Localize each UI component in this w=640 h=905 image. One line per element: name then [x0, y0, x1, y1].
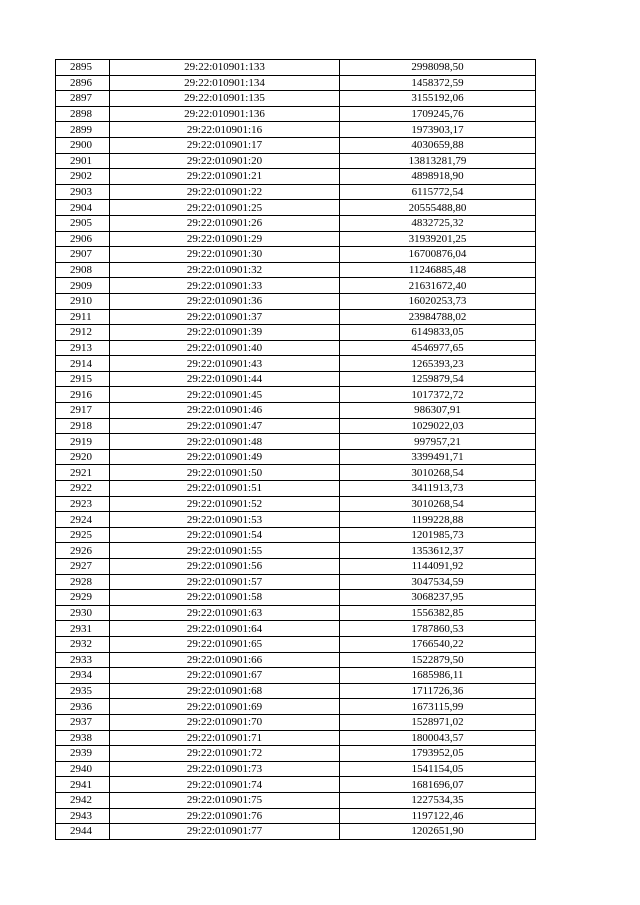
cadastral-number-cell: 29:22:010901:40 [110, 340, 340, 356]
row-number-cell: 2925 [56, 527, 110, 543]
row-number-cell: 2913 [56, 340, 110, 356]
cadastral-value-cell: 6149833,05 [340, 325, 536, 341]
row-number-cell: 2936 [56, 699, 110, 715]
cadastral-value-cell: 997957,21 [340, 434, 536, 450]
cadastral-number-cell: 29:22:010901:36 [110, 293, 340, 309]
row-number-cell: 2922 [56, 481, 110, 497]
row-number-cell: 2931 [56, 621, 110, 637]
table-row [56, 777, 536, 793]
row-number-cell: 2926 [56, 543, 110, 559]
table-row [56, 574, 536, 590]
cadastral-number-cell: 29:22:010901:26 [110, 215, 340, 231]
cadastral-number-cell: 29:22:010901:72 [110, 746, 340, 762]
table-row [56, 465, 536, 481]
cadastral-number-cell: 29:22:010901:48 [110, 434, 340, 450]
cadastral-value-cell: 1227534,35 [340, 792, 536, 808]
table-row [56, 527, 536, 543]
row-number-cell: 2905 [56, 215, 110, 231]
cadastral-value-cell: 4546977,65 [340, 340, 536, 356]
cadastral-number-cell: 29:22:010901:57 [110, 574, 340, 590]
row-number-cell: 2900 [56, 137, 110, 153]
row-number-cell: 2899 [56, 122, 110, 138]
cadastral-value-cell: 1556382,85 [340, 605, 536, 621]
table-row [56, 792, 536, 808]
table-row [56, 356, 536, 372]
table-row [56, 60, 536, 76]
cadastral-number-cell: 29:22:010901:133 [110, 60, 340, 76]
table-row [56, 262, 536, 278]
row-number-cell: 2933 [56, 652, 110, 668]
cadastral-number-cell: 29:22:010901:39 [110, 325, 340, 341]
table-row [56, 418, 536, 434]
table-row [56, 449, 536, 465]
cadastral-value-cell: 1528971,02 [340, 714, 536, 730]
table-row [56, 387, 536, 403]
row-number-cell: 2904 [56, 200, 110, 216]
cadastral-value-cell: 1265393,23 [340, 356, 536, 372]
table-row [56, 184, 536, 200]
row-number-cell: 2943 [56, 808, 110, 824]
table-row [56, 278, 536, 294]
row-number-cell: 2923 [56, 496, 110, 512]
row-number-cell: 2944 [56, 824, 110, 840]
cadastral-number-cell: 29:22:010901:69 [110, 699, 340, 715]
row-number-cell: 2937 [56, 714, 110, 730]
cadastral-value-cell: 23984788,02 [340, 309, 536, 325]
cadastral-value-cell: 1017372,72 [340, 387, 536, 403]
cadastral-number-cell: 29:22:010901:33 [110, 278, 340, 294]
cadastral-number-cell: 29:22:010901:68 [110, 683, 340, 699]
cadastral-value-cell: 3155192,06 [340, 91, 536, 107]
row-number-cell: 2924 [56, 512, 110, 528]
cadastral-value-cell: 1681696,07 [340, 777, 536, 793]
row-number-cell: 2909 [56, 278, 110, 294]
table-row [56, 714, 536, 730]
table-row [56, 75, 536, 91]
cadastral-value-cell: 1766540,22 [340, 636, 536, 652]
cadastral-number-cell: 29:22:010901:77 [110, 824, 340, 840]
cadastral-value-cell: 3010268,54 [340, 496, 536, 512]
cadastral-value-table [55, 59, 536, 840]
table-row [56, 215, 536, 231]
row-number-cell: 2919 [56, 434, 110, 450]
cadastral-number-cell: 29:22:010901:63 [110, 605, 340, 621]
cadastral-value-cell: 3411913,73 [340, 481, 536, 497]
table-row [56, 122, 536, 138]
cadastral-value-cell: 1522879,50 [340, 652, 536, 668]
table-row [56, 590, 536, 606]
row-number-cell: 2941 [56, 777, 110, 793]
row-number-cell: 2939 [56, 746, 110, 762]
cadastral-number-cell: 29:22:010901:43 [110, 356, 340, 372]
row-number-cell: 2921 [56, 465, 110, 481]
cadastral-number-cell: 29:22:010901:45 [110, 387, 340, 403]
table-row [56, 699, 536, 715]
row-number-cell: 2928 [56, 574, 110, 590]
row-number-cell: 2917 [56, 403, 110, 419]
cadastral-number-cell: 29:22:010901:50 [110, 465, 340, 481]
table-row [56, 434, 536, 450]
table-row [56, 231, 536, 247]
table-row [56, 512, 536, 528]
row-number-cell: 2940 [56, 761, 110, 777]
cadastral-value-cell: 1973903,17 [340, 122, 536, 138]
row-number-cell: 2932 [56, 636, 110, 652]
cadastral-number-cell: 29:22:010901:52 [110, 496, 340, 512]
table-row [56, 340, 536, 356]
cadastral-number-cell: 29:22:010901:64 [110, 621, 340, 637]
table-row [56, 403, 536, 419]
cadastral-value-cell: 1144091,92 [340, 559, 536, 575]
table-row [56, 169, 536, 185]
cadastral-value-cell: 3068237,95 [340, 590, 536, 606]
table-row [56, 137, 536, 153]
cadastral-value-cell: 4030659,88 [340, 137, 536, 153]
cadastral-value-cell: 1353612,37 [340, 543, 536, 559]
cadastral-value-cell: 6115772,54 [340, 184, 536, 200]
cadastral-number-cell: 29:22:010901:67 [110, 668, 340, 684]
cadastral-number-cell: 29:22:010901:32 [110, 262, 340, 278]
cadastral-value-cell: 1458372,59 [340, 75, 536, 91]
row-number-cell: 2916 [56, 387, 110, 403]
cadastral-number-cell: 29:22:010901:25 [110, 200, 340, 216]
cadastral-value-cell: 4898918,90 [340, 169, 536, 185]
table-row [56, 309, 536, 325]
cadastral-value-cell: 986307,91 [340, 403, 536, 419]
cadastral-number-cell: 29:22:010901:51 [110, 481, 340, 497]
cadastral-number-cell: 29:22:010901:136 [110, 106, 340, 122]
cadastral-number-cell: 29:22:010901:49 [110, 449, 340, 465]
cadastral-number-cell: 29:22:010901:73 [110, 761, 340, 777]
cadastral-number-cell: 29:22:010901:135 [110, 91, 340, 107]
row-number-cell: 2915 [56, 371, 110, 387]
row-number-cell: 2938 [56, 730, 110, 746]
cadastral-value-cell: 20555488,80 [340, 200, 536, 216]
cadastral-value-cell: 21631672,40 [340, 278, 536, 294]
cadastral-number-cell: 29:22:010901:56 [110, 559, 340, 575]
cadastral-number-cell: 29:22:010901:22 [110, 184, 340, 200]
cadastral-number-cell: 29:22:010901:65 [110, 636, 340, 652]
cadastral-value-cell: 1199228,88 [340, 512, 536, 528]
row-number-cell: 2912 [56, 325, 110, 341]
cadastral-value-cell: 11246885,48 [340, 262, 536, 278]
cadastral-value-cell: 31939201,25 [340, 231, 536, 247]
cadastral-value-cell: 1685986,11 [340, 668, 536, 684]
cadastral-value-cell: 1711726,36 [340, 683, 536, 699]
row-number-cell: 2942 [56, 792, 110, 808]
table-row [56, 496, 536, 512]
table-row [56, 621, 536, 637]
cadastral-value-cell: 13813281,79 [340, 153, 536, 169]
table-row [56, 325, 536, 341]
table-body [56, 60, 536, 840]
cadastral-value-cell: 1201985,73 [340, 527, 536, 543]
cadastral-value-cell: 1259879,54 [340, 371, 536, 387]
table-row [56, 543, 536, 559]
row-number-cell: 2914 [56, 356, 110, 372]
row-number-cell: 2911 [56, 309, 110, 325]
row-number-cell: 2897 [56, 91, 110, 107]
cadastral-value-cell: 3399491,71 [340, 449, 536, 465]
row-number-cell: 2930 [56, 605, 110, 621]
cadastral-value-cell: 3047534,59 [340, 574, 536, 590]
table-row [56, 481, 536, 497]
table-row [56, 293, 536, 309]
row-number-cell: 2903 [56, 184, 110, 200]
cadastral-number-cell: 29:22:010901:54 [110, 527, 340, 543]
cadastral-number-cell: 29:22:010901:71 [110, 730, 340, 746]
cadastral-value-cell: 1202651,90 [340, 824, 536, 840]
table-row [56, 636, 536, 652]
table-row [56, 824, 536, 840]
table-row [56, 808, 536, 824]
cadastral-number-cell: 29:22:010901:29 [110, 231, 340, 247]
row-number-cell: 2934 [56, 668, 110, 684]
cadastral-number-cell: 29:22:010901:58 [110, 590, 340, 606]
cadastral-number-cell: 29:22:010901:70 [110, 714, 340, 730]
row-number-cell: 2929 [56, 590, 110, 606]
row-number-cell: 2927 [56, 559, 110, 575]
row-number-cell: 2907 [56, 247, 110, 263]
cadastral-value-cell: 1800043,57 [340, 730, 536, 746]
table-row [56, 652, 536, 668]
cadastral-value-cell: 1709245,76 [340, 106, 536, 122]
row-number-cell: 2895 [56, 60, 110, 76]
cadastral-number-cell: 29:22:010901:55 [110, 543, 340, 559]
cadastral-number-cell: 29:22:010901:66 [110, 652, 340, 668]
table-row [56, 371, 536, 387]
row-number-cell: 2935 [56, 683, 110, 699]
row-number-cell: 2901 [56, 153, 110, 169]
row-number-cell: 2898 [56, 106, 110, 122]
row-number-cell: 2902 [56, 169, 110, 185]
cadastral-value-cell: 2998098,50 [340, 60, 536, 76]
cadastral-number-cell: 29:22:010901:20 [110, 153, 340, 169]
cadastral-value-cell: 3010268,54 [340, 465, 536, 481]
cadastral-number-cell: 29:22:010901:75 [110, 792, 340, 808]
cadastral-number-cell: 29:22:010901:134 [110, 75, 340, 91]
table-row [56, 761, 536, 777]
cadastral-value-cell: 1197122,46 [340, 808, 536, 824]
table-row [56, 559, 536, 575]
cadastral-number-cell: 29:22:010901:30 [110, 247, 340, 263]
table-row [56, 106, 536, 122]
table-row [56, 247, 536, 263]
table-row [56, 746, 536, 762]
cadastral-number-cell: 29:22:010901:74 [110, 777, 340, 793]
row-number-cell: 2906 [56, 231, 110, 247]
row-number-cell: 2910 [56, 293, 110, 309]
table-row [56, 683, 536, 699]
table-row [56, 200, 536, 216]
table-row [56, 668, 536, 684]
cadastral-value-cell: 1541154,05 [340, 761, 536, 777]
table-row [56, 153, 536, 169]
cadastral-value-cell: 16700876,04 [340, 247, 536, 263]
cadastral-number-cell: 29:22:010901:37 [110, 309, 340, 325]
cadastral-number-cell: 29:22:010901:16 [110, 122, 340, 138]
cadastral-value-cell: 1029022,03 [340, 418, 536, 434]
cadastral-value-cell: 4832725,32 [340, 215, 536, 231]
cadastral-number-cell: 29:22:010901:46 [110, 403, 340, 419]
cadastral-value-cell: 1673115,99 [340, 699, 536, 715]
table-row [56, 91, 536, 107]
cadastral-number-cell: 29:22:010901:53 [110, 512, 340, 528]
cadastral-number-cell: 29:22:010901:76 [110, 808, 340, 824]
row-number-cell: 2896 [56, 75, 110, 91]
cadastral-number-cell: 29:22:010901:44 [110, 371, 340, 387]
row-number-cell: 2918 [56, 418, 110, 434]
cadastral-number-cell: 29:22:010901:21 [110, 169, 340, 185]
row-number-cell: 2920 [56, 449, 110, 465]
cadastral-value-cell: 1787860,53 [340, 621, 536, 637]
cadastral-value-cell: 16020253,73 [340, 293, 536, 309]
table-row [56, 730, 536, 746]
table-row [56, 605, 536, 621]
row-number-cell: 2908 [56, 262, 110, 278]
cadastral-value-cell: 1793952,05 [340, 746, 536, 762]
cadastral-number-cell: 29:22:010901:47 [110, 418, 340, 434]
cadastral-number-cell: 29:22:010901:17 [110, 137, 340, 153]
